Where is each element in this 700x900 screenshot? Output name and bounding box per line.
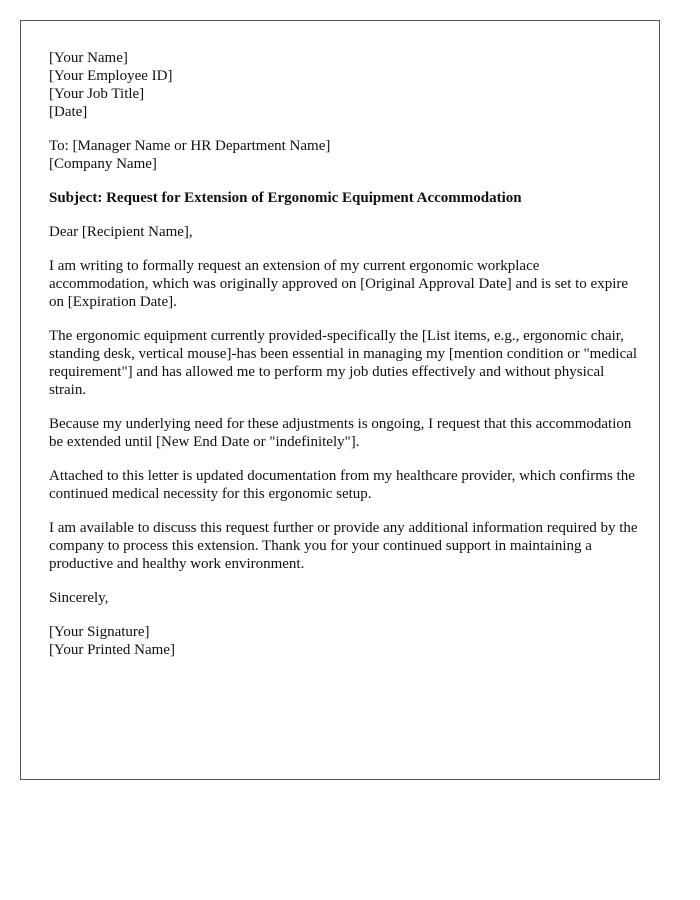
salutation: Dear [Recipient Name],	[49, 224, 193, 240]
signature: [Your Signature]	[49, 624, 150, 640]
sender-name: [Your Name]	[49, 50, 128, 66]
body-paragraph-3: Because my underlying need for these adjustments is ongoing, I request that this accommodation be extended until [New End Date or "indefinitely"].	[49, 416, 632, 450]
recipient-company: [Company Name]	[49, 156, 157, 172]
body-paragraph-4: Attached to this letter is updated documentation from my healthcare provider, which confirms the continued medical necessity for this ergonomic setup.	[49, 468, 635, 502]
sender-job-title: [Your Job Title]	[49, 86, 145, 102]
sender-employee-id: [Your Employee ID]	[49, 68, 173, 84]
recipient-block	[49, 137, 639, 173]
sender-block	[49, 49, 639, 121]
body-paragraph-5: I am available to discuss this request further or provide any additional information required by the company to process this extension. Thank you for your continued support in maintaining a productive and healthy work environment.	[49, 520, 638, 572]
letter-date: [Date]	[49, 104, 88, 120]
subject-line: Subject: Request for Extension of Ergonomic Equipment Accommodation	[49, 190, 522, 206]
body-paragraph-1: I am writing to formally request an extension of my current ergonomic workplace accommodation, which was originally approved on [Original Approval Date] and is set to expire on [Expiration Date].	[49, 258, 629, 310]
recipient-to: To: [Manager Name or HR Department Name]	[49, 138, 331, 154]
printed-name: [Your Printed Name]	[49, 642, 175, 658]
closing: Sincerely,	[49, 590, 109, 606]
letter-page	[20, 20, 660, 780]
signature-block	[49, 623, 639, 659]
body-paragraph-2: The ergonomic equipment currently provided-specifically the [List items, e.g., ergonomic chair, standing desk, vertical mouse]-has been essential in managing my [mention condition or "medical requirement"] and has allowed me to perform my job duties effectively and without physical strain.	[49, 328, 638, 398]
letter-content	[49, 49, 639, 659]
